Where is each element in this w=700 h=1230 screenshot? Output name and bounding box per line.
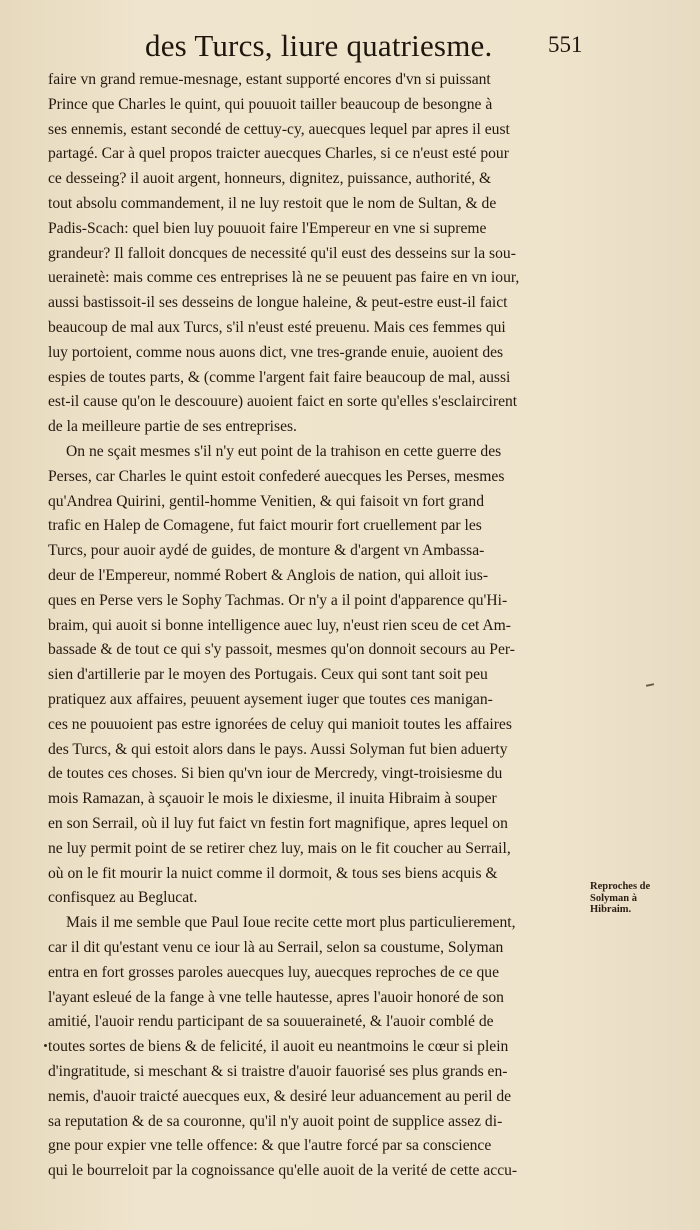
text-line: où on le fit mourir la nuict comme il dormoit, & tous ses biens acquis & [48, 864, 498, 882]
running-title: des Turcs, liure quatriesme. [145, 28, 493, 63]
text-line: pratiquez aux affaires, peuuent aysement iuger que toutes ces manigan- [48, 691, 493, 708]
running-head [0, 28, 700, 68]
text-line: aussi bastissoit-il ses desseins de longue haleine, & peut-estre eust-il faict [48, 294, 508, 312]
text-line: ques en Perse vers le Sophy Tachmas. Or n'y a il point d'apparence qu'Hi- [48, 591, 508, 609]
text-line: est-il cause qu'on le descouure) auoient faict en sorte qu'elles s'esclaircirent [48, 393, 518, 411]
text-line: l'ayant esleué de la fange à vne telle hautesse, apres l'auoir honoré de son [48, 988, 504, 1006]
text-line: deur de l'Empereur, nommé Robert & Anglois de nation, qui alloit ius- [48, 567, 489, 584]
text-line: Perses, car Charles le quint estoit confederé auecques les Perses, mesmes [48, 467, 505, 485]
margin-note-line: Reproches de [590, 881, 651, 892]
text-line: qui le bourreloit par la cognoissance qu'elle auoit de la verité de cette accu- [48, 1162, 518, 1180]
text-line: car il dit qu'estant venu ce iour là au Serrail, selon sa coustume, Solyman [48, 939, 504, 956]
text-line: mois Ramazan, à sçauoir le mois le dixiesme, il inuita Hibraim à souper [48, 790, 497, 808]
text-line: On ne sçait mesmes s'il n'y eut point de la trahison en cette guerre des [66, 443, 502, 460]
text-line: sien d'artillerie par le moyen des Portugais. Ceux qui sont tant soit peu [48, 666, 488, 684]
text-line: toutes sortes de biens & de felicité, il auoit eu neantmoins le cœur si plein [48, 1038, 509, 1056]
text-line: de toutes ces choses. Si bien qu'vn iour de Mercredy, vingt-troisiesme du [48, 765, 503, 783]
text-line: Turcs, pour auoir aydé de guides, de monture & d'argent vn Ambassa- [48, 542, 485, 560]
text-line: ne luy permit point de se retirer chez luy, mais on le fit coucher au Serrail, [48, 839, 511, 857]
text-line: espies de toutes parts, & (comme l'argent fait faire beaucoup de mal, aussi [48, 368, 511, 386]
text-line: trafic en Halep de Comagene, fut faict mourir fort cruellement par les [48, 517, 482, 535]
text-line: Prince que Charles le quint, qui pouuoit tailler beaucoup de besongne à [48, 95, 493, 113]
text-line: amitié, l'auoir rendu participant de sa souueraineté, & l'auoir comblé de [48, 1013, 494, 1031]
text-line: en son Serrail, où il luy fut faict vn festin fort magnifique, apres lequel on [48, 815, 508, 832]
text-line: sa reputation & de sa couronne, qu'il n'y auoit point de supplice assez di- [48, 1112, 503, 1130]
margin-note [590, 881, 690, 916]
margin-note-line: Solyman à [590, 892, 637, 904]
text-line: ses ennemis, estant secondé de cettuy-cy, auecques lequel par apres il eust [48, 120, 510, 138]
text-line: ces ne pouuoient pas estre ignorées de celuy qui manioit toutes les affaires [48, 715, 512, 733]
text-line: confisquez au Beglucat. [48, 889, 198, 907]
margin-note-line: Hibraim. [590, 904, 632, 915]
ink-mark [646, 683, 654, 687]
text-line: uerainetè: mais comme ces entreprises là ne se peuuent pas faire en vn iour, [48, 269, 520, 287]
text-line: entra en fort grosses paroles auecques luy, auecques reproches de ce que [48, 963, 500, 981]
text-line: Mais il me semble que Paul Ioue recite cette mort plus particulierement, [66, 914, 516, 932]
text-line: ce desseing? il auoit argent, honneurs, dignitez, puissance, authorité, & [48, 170, 492, 188]
text-line: braim, qui auoit si bonne intelligence auec luy, n'eust rien sceu de cet Am- [48, 616, 511, 634]
text-line: faire vn grand remue-mesnage, estant supporté encores d'vn si puissant [48, 71, 491, 88]
text-line: bassade & de tout ce qui s'y passoit, mesmes qu'on donnoit secours au Per- [48, 641, 515, 659]
text-line: qu'Andrea Quirini, gentil-homme Venitien, & qui faisoit vn fort grand [48, 492, 485, 510]
text-line: luy portoient, comme nous auons dict, vne tres-grande enuie, auoient des [48, 343, 504, 361]
text-line: partagé. Car à quel propos traicter auecques Charles, si ce n'eust esté pour [48, 145, 509, 163]
page-number: 551 [548, 32, 583, 57]
text-line: de la meilleure partie de ses entreprises. [48, 418, 297, 436]
text-line: grandeur? Il falloit doncques de necessité qu'il eust des desseins sur la sou- [48, 244, 516, 262]
text-line: beaucoup de mal aux Turcs, s'il n'eust esté preuenu. Mais ces femmes qui [48, 319, 506, 336]
text-line: gne pour expier vne telle offence: & que l'autre forcé par sa conscience [48, 1137, 492, 1155]
text-line: nemis, d'auoir traicté auecques eux, & desiré leur aduancement au peril de [48, 1087, 512, 1105]
text-line: Padis-Scach: quel bien luy pouuoit faire l'Empereur en vne si supreme [48, 219, 487, 237]
text-line: des Turcs, & qui estoit alors dans le pays. Aussi Solyman fut bien aduerty [48, 740, 508, 758]
text-line: d'ingratitude, si meschant & si traistre d'auoir fauorisé ses plus grands en- [48, 1063, 508, 1080]
text-line: tout absolu commandement, il ne luy restoit que le nom de Sultan, & de [48, 195, 497, 212]
ink-dot [44, 1044, 47, 1047]
